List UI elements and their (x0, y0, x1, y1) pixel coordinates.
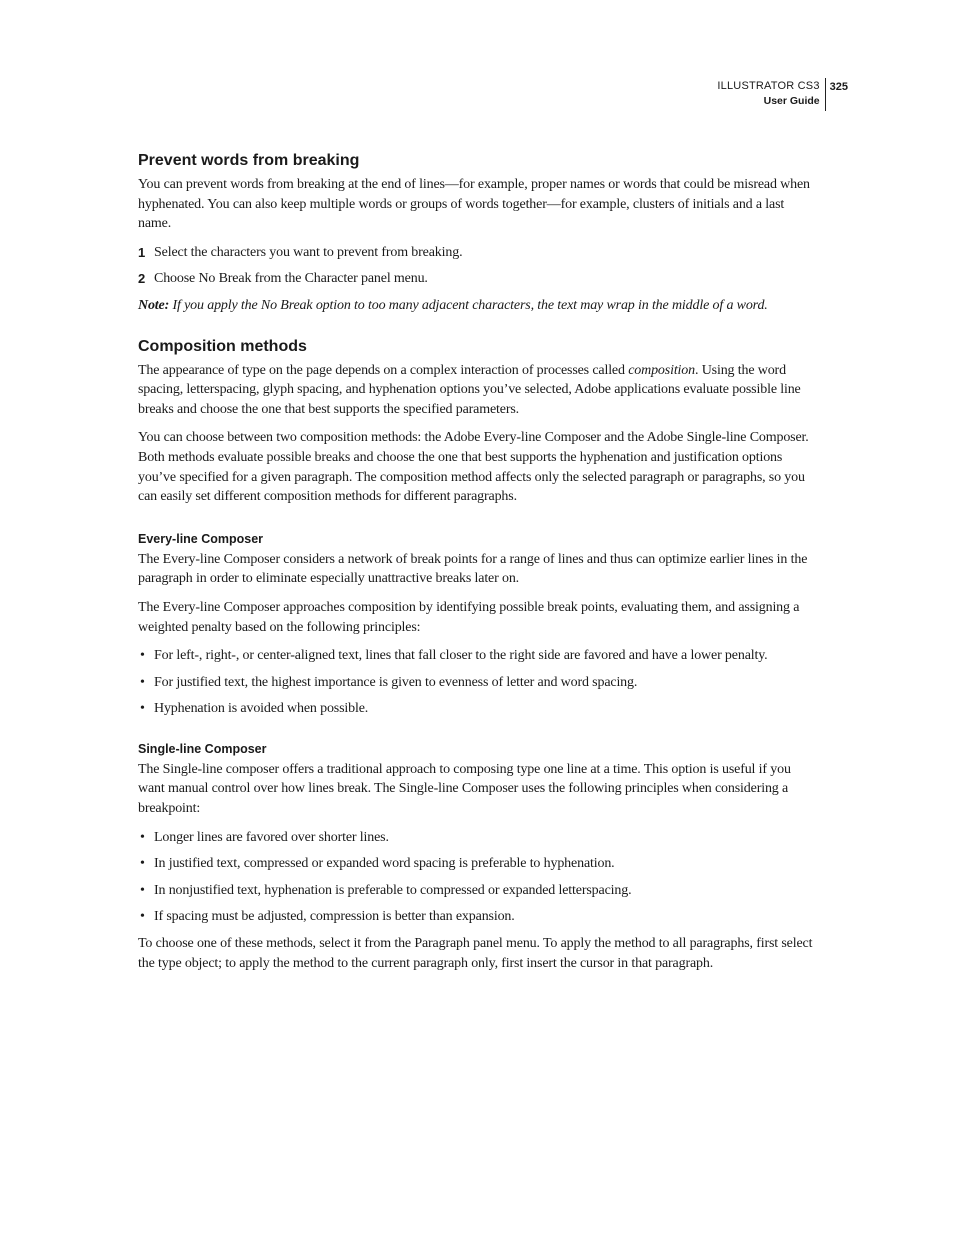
bullet-marker: • (140, 829, 145, 845)
composition-p1-start: The appearance of type on the page depends on a complex interaction of processes called (138, 362, 629, 378)
guide-name: User Guide (763, 95, 820, 107)
product-name: ILLUSTRATOR CS3 (717, 80, 820, 92)
single-line-paragraph-1: The Single-line composer offers a traditional approach to composing type one line at a time. This option is useful if you want manual control over how lines break. The Single-line Composer uses the following principles when considering a breakpoint: (138, 761, 791, 817)
step-text: Choose No Break from the Character panel menu. (154, 271, 428, 287)
bullet-marker: • (140, 882, 145, 898)
list-item-text: In justified text, compressed or expanded word spacing is preferable to hyphenation. (154, 856, 615, 872)
every-line-paragraph-2: The Every-line Composer approaches composition by identifying possible break points, evaluating them, and assigning a weighted penalty based on the following principles: (138, 599, 800, 635)
header-titles (717, 78, 825, 111)
section-title-prevent-breaking: Prevent words from breaking (138, 152, 360, 169)
list-item (138, 828, 818, 848)
list-item (138, 699, 818, 719)
bullet-marker: • (140, 856, 145, 872)
list-item-text: For justified text, the highest importance is given to evenness of letter and word spacing. (154, 674, 638, 690)
list-item-text: If spacing must be adjusted, compression is better than expansion. (154, 909, 515, 925)
step-2 (138, 269, 818, 289)
step-1 (138, 243, 818, 263)
list-item-text: For left-, right-, or center-aligned text, lines that fall closer to the right side are favored and have a lower penalty. (154, 648, 768, 664)
bullet-marker: • (140, 909, 145, 925)
list-item (138, 854, 818, 874)
every-line-paragraph-1: The Every-line Composer considers a network of break points for a range of lines and thus can optimize earlier lines in the paragraph in order to eliminate especially unattractive breaks later on. (138, 551, 808, 587)
step-text: Select the characters you want to prevent from breaking. (154, 244, 463, 260)
list-item-text: In nonjustified text, hyphenation is preferable to compressed or expanded letterspacing. (154, 882, 632, 898)
prevent-breaking-intro: You can prevent words from breaking at the end of lines—for example, proper names or words that could be misread when hyphenated. You can also keep multiple words or groups of words together—for example, clusters of initials and a last name. (138, 177, 810, 232)
bullet-marker: • (140, 648, 145, 664)
list-item (138, 907, 818, 927)
composition-term: composition (628, 362, 695, 378)
list-item-text: Longer lines are favored over shorter lines. (154, 829, 389, 845)
list-item-text: Hyphenation is avoided when possible. (154, 701, 369, 717)
bullet-marker: • (140, 701, 145, 717)
composition-paragraph-1 (138, 361, 818, 420)
composition-paragraph-2: You can choose between two composition methods: the Adobe Every-line Composer and the Adobe Single-line Composer. Both methods evaluate possible breaks and choose the one that best supports the hyphenation and justification options you’ve specified for a given paragraph. The composition method affects only the selected paragraph or paragraphs, so you can easily set different composition methods for different paragraphs. (138, 430, 809, 505)
bullet-marker: • (140, 674, 145, 690)
note-text: If you apply the No Break option to too many adjacent characters, the text may wrap in the middle of a word. (172, 297, 768, 313)
page-number: 325 (829, 81, 848, 93)
note (138, 296, 818, 316)
composition-p1-end: . Using the word spacing, letterspacing, glyph spacing, and hyphenation options you’ve selected, Adobe applications evaluate possible line breaks and choose the one that best supports the specified parameters. (138, 362, 801, 417)
note-label: Note: (138, 297, 170, 313)
subsection-title-single-line: Single-line Composer (138, 741, 267, 756)
section-title-composition: Composition methods (138, 337, 307, 355)
list-item (138, 673, 818, 693)
step-number: 2 (138, 271, 146, 287)
list-item (138, 646, 818, 666)
list-item (138, 881, 818, 901)
single-line-closing-paragraph: To choose one of these methods, select it from the Paragraph panel menu. To apply the method to all paragraphs, first select the type object; to apply the method to the current paragraph only, first insert the cursor in that paragraph. (138, 936, 813, 971)
page-content (138, 150, 818, 973)
step-number: 1 (138, 244, 146, 260)
running-header (717, 78, 848, 111)
subsection-title-every-line: Every-line Composer (138, 531, 264, 546)
